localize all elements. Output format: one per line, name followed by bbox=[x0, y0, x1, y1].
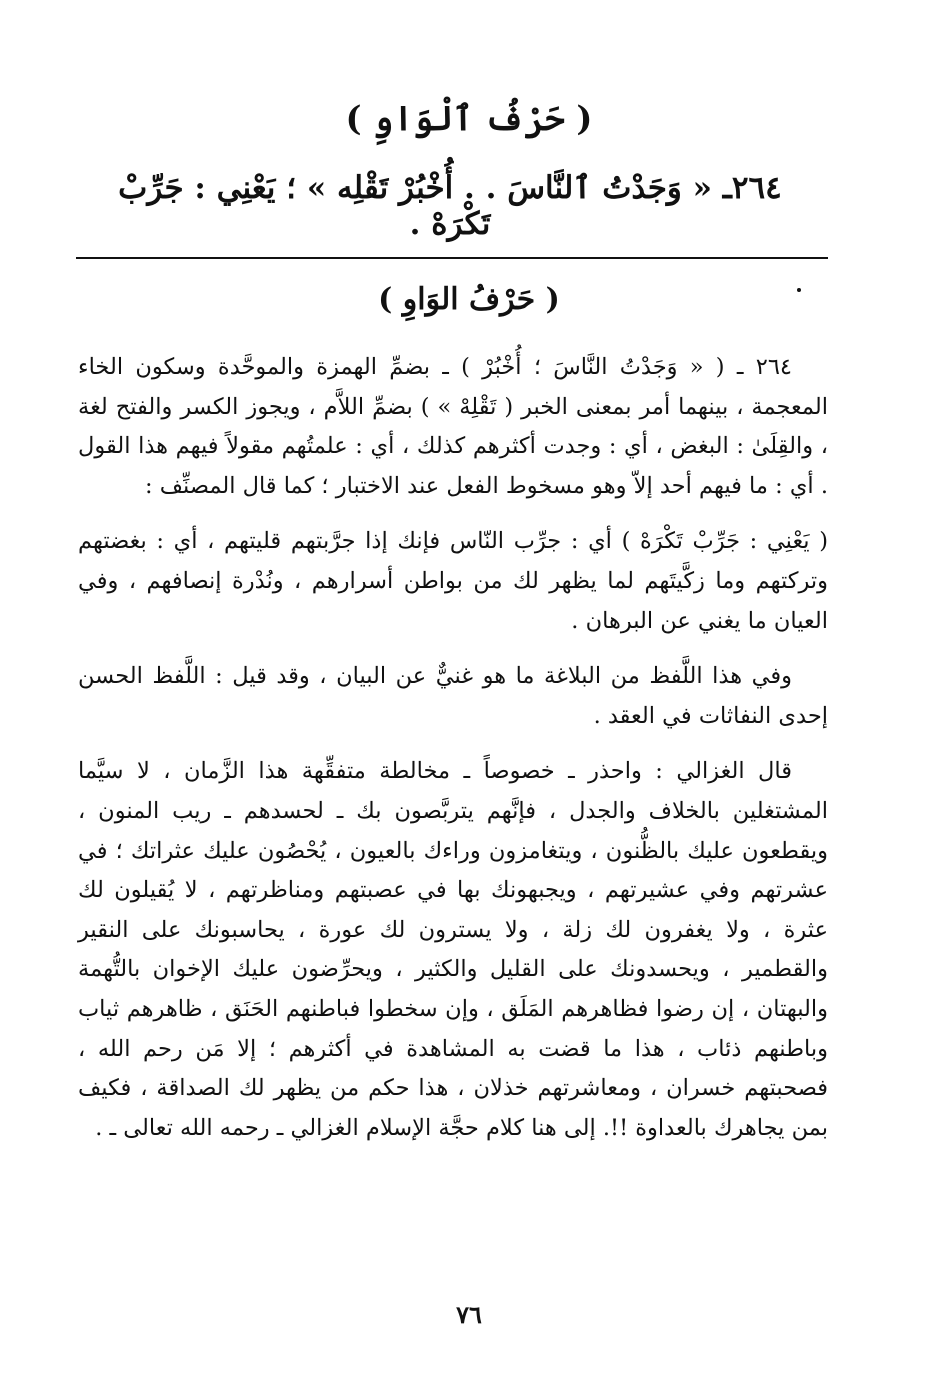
page-number: ٧٦ bbox=[456, 1300, 482, 1329]
paragraph-ghazali-quote bbox=[78, 752, 828, 1148]
paragraph-text: وفي هذا اللَّفظ من البلاغة ما هو غنيٌّ عن البيان ، وقد قيل : اللَّفظ الحسن إحدى النفاثات في العقد . bbox=[78, 663, 828, 729]
paragraph-text: ٢٦٤ ـ ( « وَجَدْتُ النَّاسَ ؛ أُخْبُرْ ) ـ بضمِّ الهمزة والموحَّدة وسكون الخاء المعجمة ، بينهما أمر بمعنى الخبر ( تَقْلِهْ » ) بضمِّ اللاَّم ، ويجوز الكسر والفتح لغة ، والقِلَىٰ : البغض ، أي : وجدت أكثرهم كذلك ، أي : علمتُهم مقولاً فيهم هذا القول . أي : ما فيهم أحد إلاّ وهو مسخوط الفعل عند الاختبار ؛ كما قال المصنِّف : bbox=[78, 354, 828, 499]
section-heading-top: ( حَرْفُ ٱلْوَاوِ ) bbox=[345, 99, 593, 139]
proverb-entry-264: ٢٦٤ـ « وَجَدْتُ ٱلنَّاسَ . . أُخْبُرْ تَقْلِه » ؛ يَعْنِي : جَرِّبْ تَكْرَهْ . bbox=[118, 170, 782, 242]
paragraph-entry-explanation bbox=[78, 348, 828, 506]
section-heading-commentary: ( حَرْفُ الوَاوِ ) bbox=[378, 282, 560, 317]
horizontal-divider bbox=[76, 257, 828, 259]
paragraph-text: ( يَعْنِي : جَرِّبْ تَكْرَهْ ) أي : جرِّب النّاس فإنك إذا جرَّبتهم قليتهم ، أي : بغضتهم وتركتهم وما زكَّيتَهم لما يظهر لك من بواطن أسرارهم ، ونُدْرة إنصافهم ، وفي العيان ما يغني عن البرهان . bbox=[78, 528, 828, 634]
paragraph-meaning bbox=[78, 522, 828, 641]
paragraph-eloquence bbox=[78, 657, 828, 736]
paragraph-text: قال الغزالي : واحذر ـ خصوصاً ـ مخالطة متفقِّهة هذا الزَّمان ، لا سيَّما المشتغلين بالخلاف والجدل ، فإنَّهم يتربَّصون بك ـ لحسدهم ـ ريب المنون ، ويقطعون عليك بالظُّنون ، ويتغامزون وراءك بالعيون ، يُحْصُون عليك عثراتك ؛ في عشرتهم وفي عشيرتهم ، ويجبهونك بها في عصبتهم ومناظرتهم ، لا يُقيلون لك عثرة ، ولا يغفرون لك زلة ، ولا يسترون لك عورة ، يحاسبونك على النقير والقطمير ، ويحسدونك على القليل والكثير ، ويحرِّضون عليك الإخوان بالتُّهمة والبهتان ، إن رضوا فظاهرهم المَلَق ، وإن سخطوا فباطنهم الحَنَق ، ظاهرهم ثياب وباطنهم ذئاب ، هذا ما قضت به المشاهدة في أكثرهم ؛ إلا مَن رحم الله ، فصحبتهم خسران ، ومعاشرتهم خذلان ، هذا حكم من يظهر لك الصداقة ، فكيف بمن يجاهرك بالعداوة !!. إلى هنا كلام حجَّة الإسلام الغزالي ـ رحمه الله تعالى ـ . bbox=[78, 758, 828, 1141]
commentary-body bbox=[78, 348, 828, 1148]
